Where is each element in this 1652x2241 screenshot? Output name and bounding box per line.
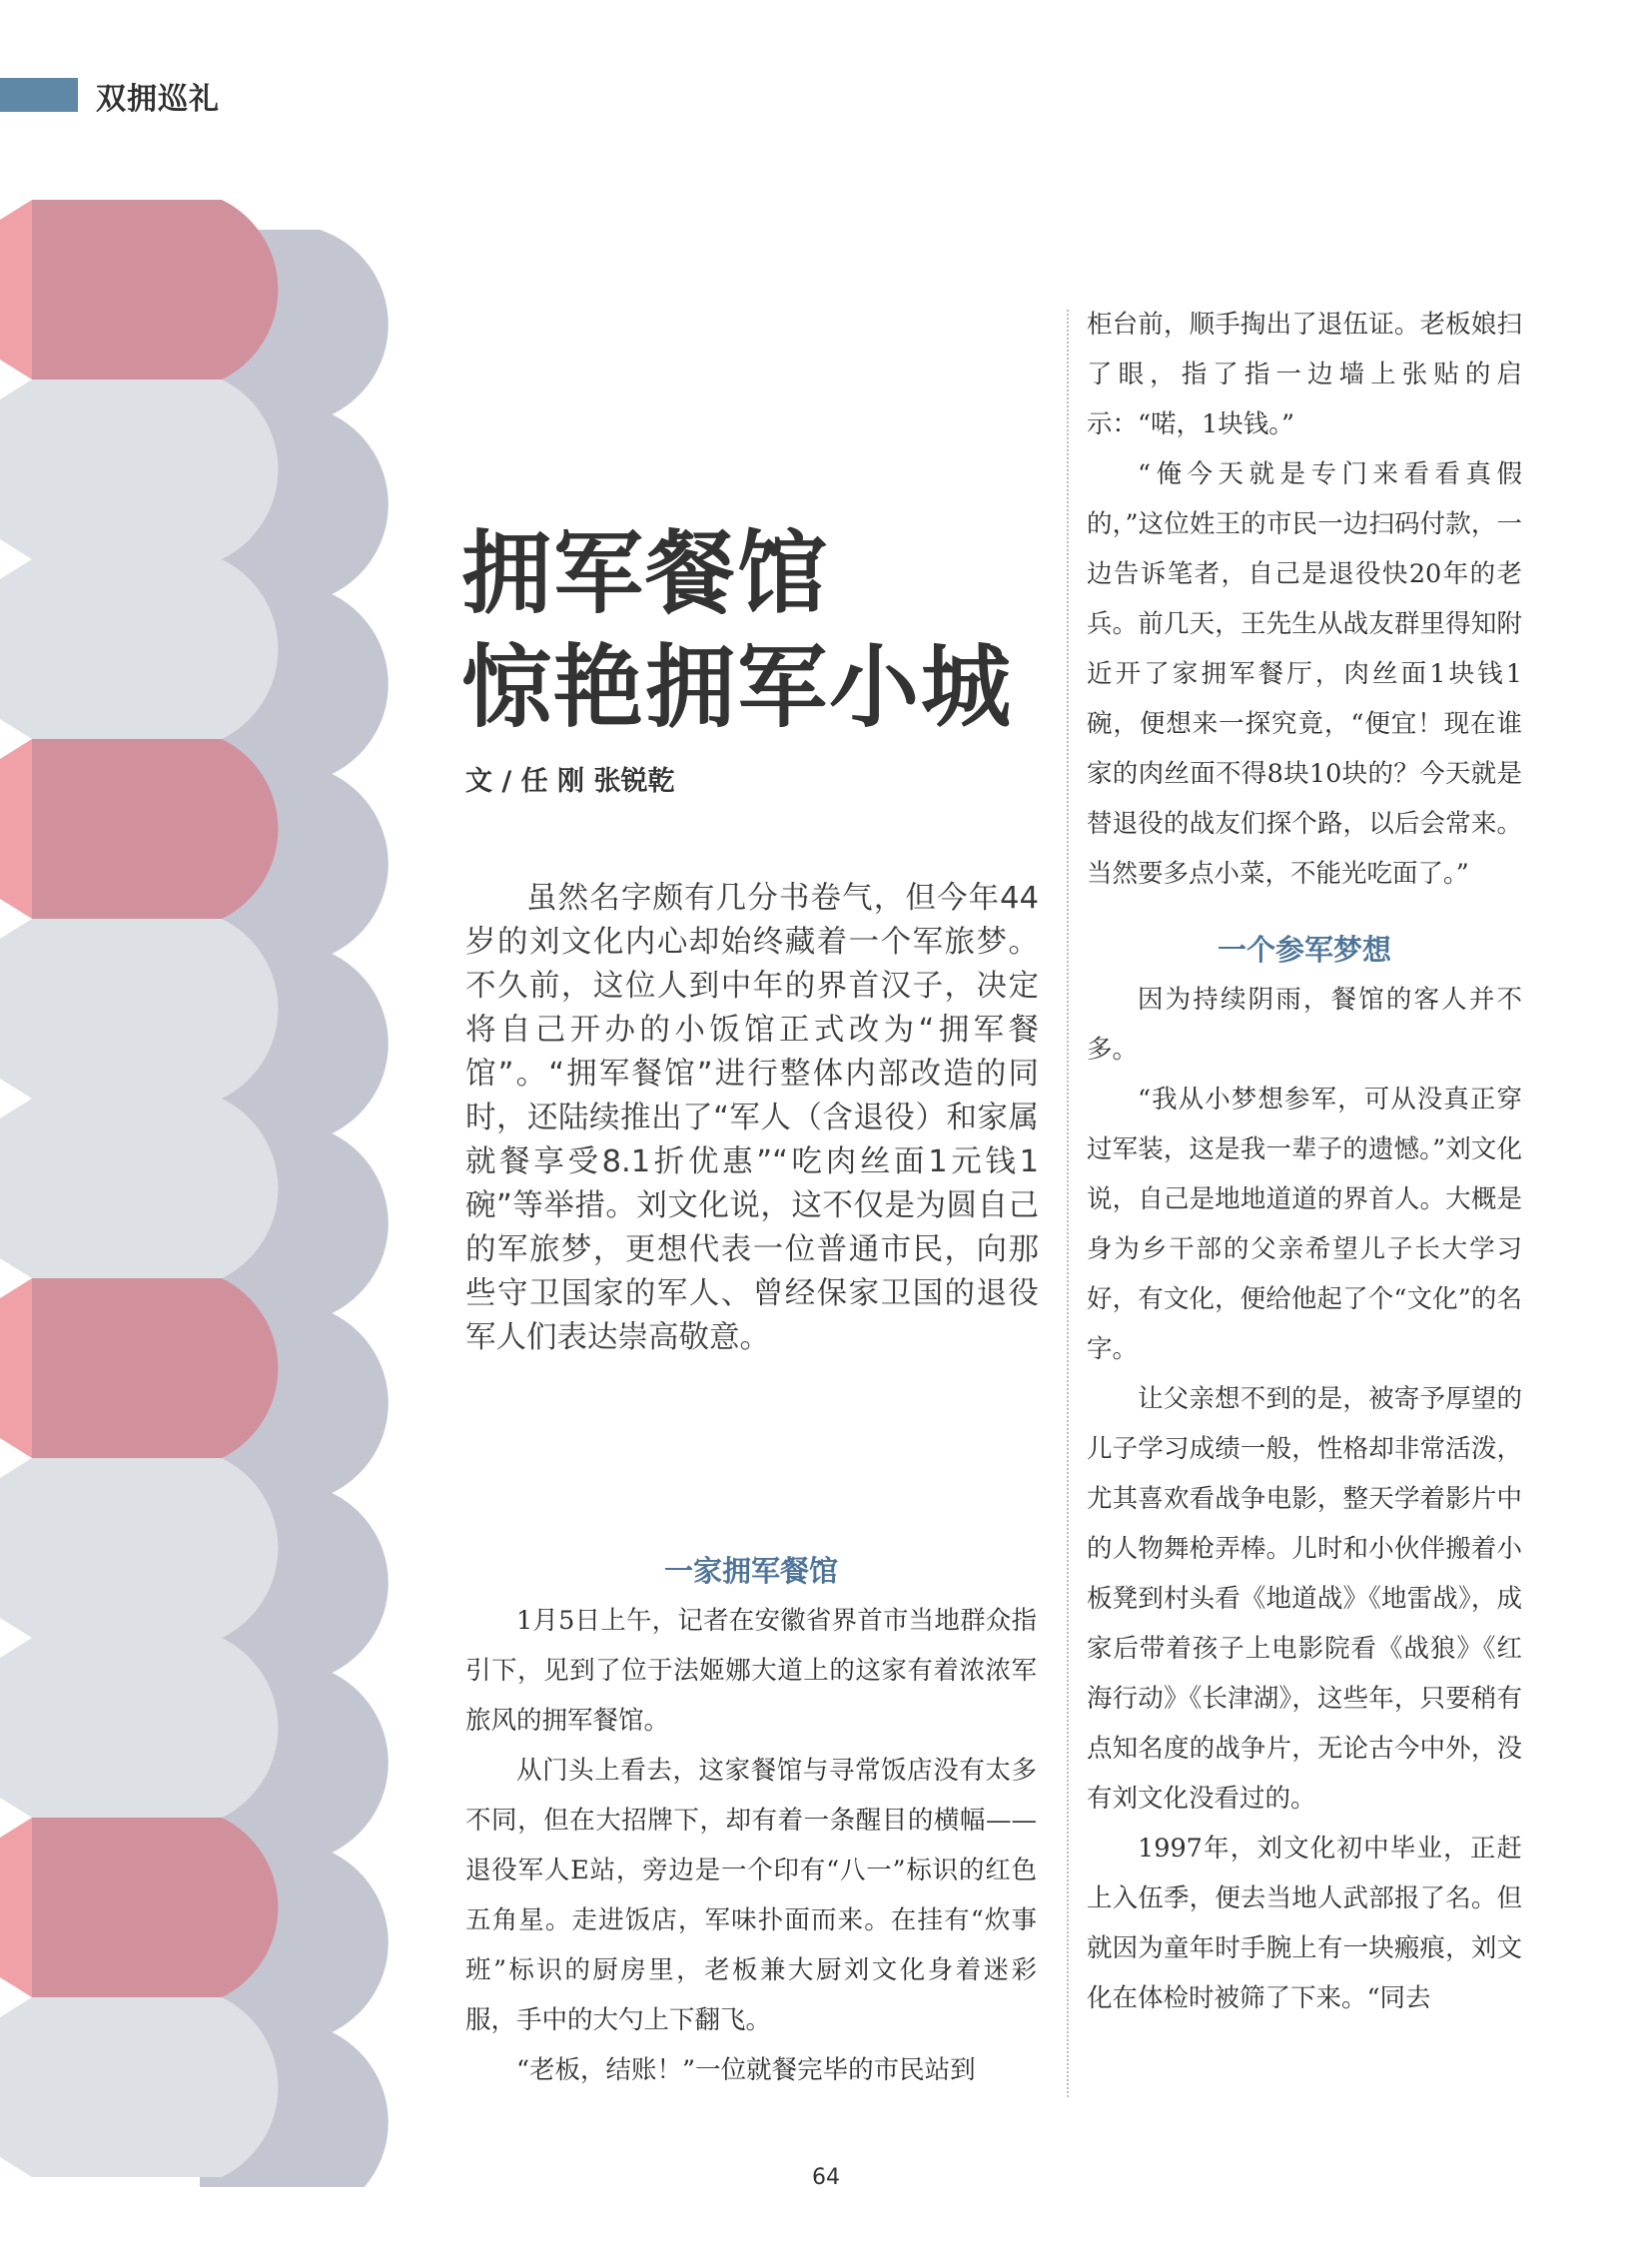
body-paragraph: 1997年，刘文化初中毕业，正赶上入伍季，便去当地人武部报了名。但就因为童年时手腕上有一块瘢痕，刘文化在体检时被筛了下来。“同去 bbox=[1087, 1834, 1522, 2013]
scallop-front-shape bbox=[32, 559, 278, 739]
scallop-front-shape bbox=[32, 1997, 278, 2177]
lead-paragraph: 虽然名字颇有几分书卷气，但今年44岁的刘文化内心却始终藏着一个军旅梦。不久前，这位人到中年的界首汉子，决定将自己开办的小饭馆正式改为“拥军餐馆”。“拥军餐馆”进行整体内部改造的同时，还陆续推出了“军人（含退役）和家属就餐享受8.1折优惠”“吃肉丝面1元钱1碗”等举措。刘文化说，这不仅是为圆自己的军旅梦，更想代表一位普通市民，向那些守卫国家的军人、曾经保家卫国的退役军人们表达崇高敬意。 bbox=[465, 881, 1039, 1355]
body-paragraph-continued: 柜台前，顺手掏出了退伍证。老板娘扫了眼，指了指一边墙上张贴的启示：“喏，1块钱。” bbox=[1087, 310, 1522, 439]
scallop-front-shape bbox=[32, 1458, 278, 1638]
edge-wedge-shape bbox=[0, 1278, 32, 1458]
scallop-front-shape bbox=[32, 919, 278, 1099]
article-title bbox=[461, 517, 1021, 745]
left-column bbox=[465, 1546, 1037, 2095]
edge-wedge-shape bbox=[0, 559, 32, 739]
subheading-restaurant: 一家拥军餐馆 bbox=[663, 1554, 838, 1588]
edge-wedge-shape bbox=[0, 1638, 32, 1818]
scallop-front-shape bbox=[32, 739, 278, 919]
edge-wedge-shape bbox=[0, 1818, 32, 1997]
decorative-scallop-pattern bbox=[0, 200, 419, 2187]
body-paragraph: “俺今天就是专门来看看真假的，”这位姓王的市民一边扫码付款，一边告诉笔者，自己是退役快20年的老兵。前几天，王先生从战友群里得知附近开了家拥军餐厅，肉丝面1块钱1碗，便想来一探究竟，“便宜！现在谁家的肉丝面不得8块10块的？今天就是替退役的战友们探个路，以后会常来。当然要多点小菜，不能光吃面了。” bbox=[1087, 459, 1522, 889]
byline: 文 / 任 刚 张锐乾 bbox=[465, 766, 675, 797]
subheading-dream: 一个参军梦想 bbox=[1217, 933, 1391, 967]
scallop-front-shape bbox=[32, 200, 278, 379]
section-label: 双拥巡礼 bbox=[96, 82, 220, 117]
body-paragraph: 因为持续阴雨，餐馆的客人并不多。 bbox=[1087, 985, 1522, 1065]
scallop-front-shape bbox=[32, 1638, 278, 1818]
right-column bbox=[1087, 300, 1522, 2023]
page-number: 64 bbox=[812, 2165, 840, 2190]
scallop-front-shape bbox=[32, 1278, 278, 1458]
edge-wedge-shape bbox=[0, 1997, 32, 2177]
column-divider bbox=[1067, 310, 1069, 2097]
title-line-1: 拥军餐馆 bbox=[461, 521, 829, 626]
title-line-2: 惊艳拥军小城 bbox=[461, 635, 1013, 740]
body-paragraph: “我从小梦想参军，可从没真正穿过军装，这是我一辈子的遗憾。”刘文化说，自己是地地道道的界首人。大概是身为乡干部的父亲希望儿子长大学习好，有文化，便给他起了个“文化”的名字。 bbox=[1087, 1085, 1522, 1364]
scallop-front-shape bbox=[32, 379, 278, 559]
edge-wedge-shape bbox=[0, 1458, 32, 1638]
body-paragraph: 让父亲想不到的是，被寄予厚望的儿子学习成绩一般，性格却非常活泼，尤其喜欢看战争电影，整天学着影片中的人物舞枪弄棒。儿时和小伙伴搬着小板凳到村头看《地道战》《地雷战》，成家后带着孩子上电影院看《战狼》《红海行动》《长津湖》，这些年，只要稍有点知名度的战争片，无论古今中外，没有刘文化没看过的。 bbox=[1087, 1384, 1522, 1814]
edge-wedge-shape bbox=[0, 200, 32, 379]
edge-wedge-shape bbox=[0, 1099, 32, 1278]
edge-wedge-shape bbox=[0, 739, 32, 919]
body-paragraph: 从门头上看去，这家餐馆与寻常饭店没有太多不同，但在大招牌下，却有着一条醒目的横幅——退役军人E站，旁边是一个印有“八一”标识的红色五角星。走进饭店，军味扑面而来。在挂有“炊事班”标识的厨房里，老板兼大厨刘文化身着迷彩服，手中的大勺上下翻飞。 bbox=[465, 1756, 1037, 2035]
scallop-front-shape bbox=[32, 1099, 278, 1278]
section-marker-bar bbox=[0, 78, 78, 112]
edge-wedge-shape bbox=[0, 379, 32, 559]
body-paragraph: 1月5日上午，记者在安徽省界首市当地群众指引下，见到了位于法姬娜大道上的这家有着浓浓军旅风的拥军餐馆。 bbox=[465, 1606, 1037, 1736]
body-paragraph: “老板，结账！”一位就餐完毕的市民站到 bbox=[516, 2055, 976, 2085]
edge-wedge-shape bbox=[0, 919, 32, 1099]
scallop-front-shape bbox=[32, 1818, 278, 1997]
